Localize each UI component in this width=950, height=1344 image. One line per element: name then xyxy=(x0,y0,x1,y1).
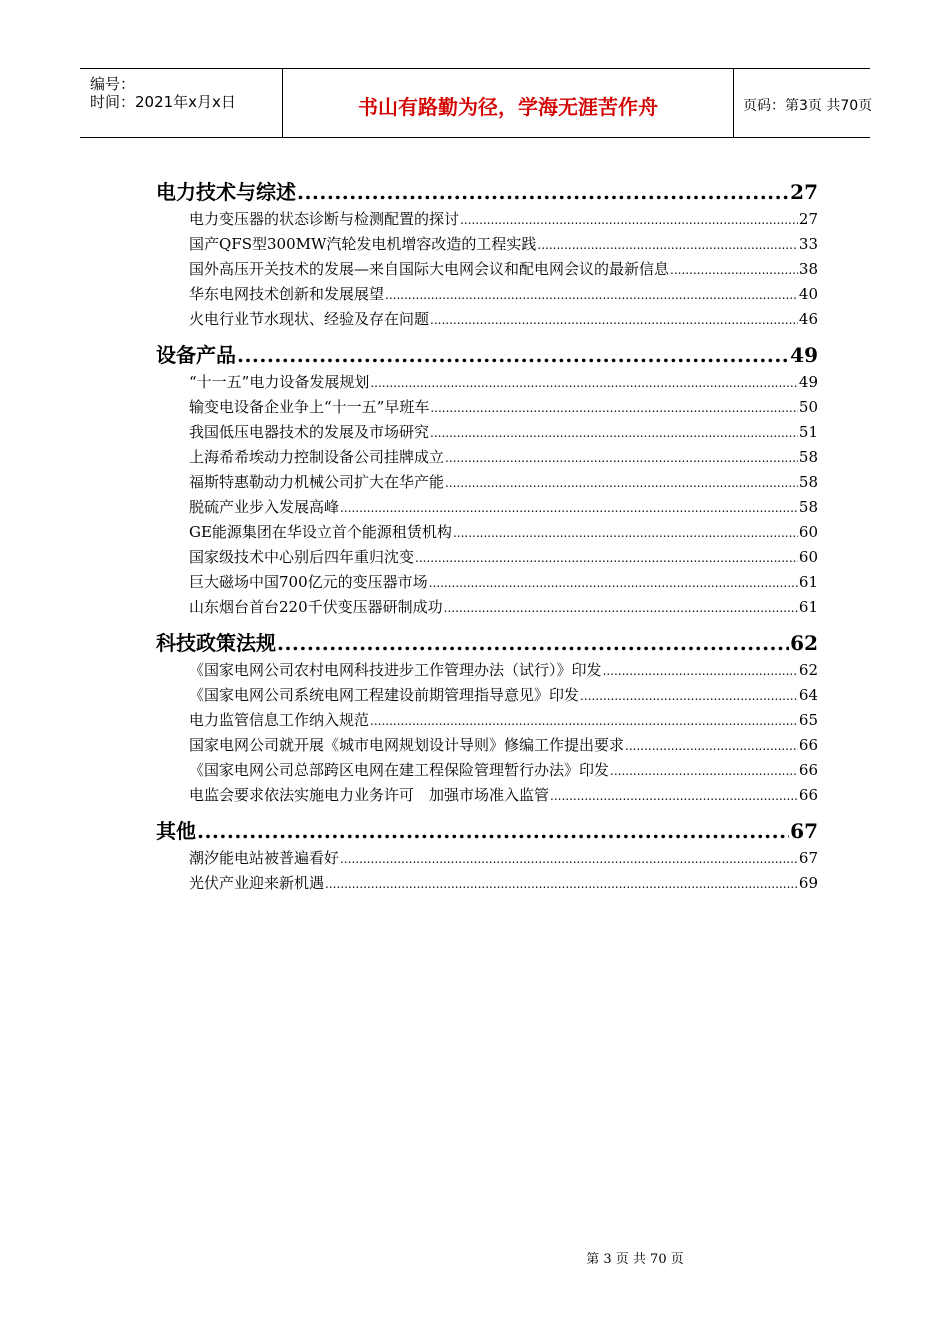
toc-item[interactable] xyxy=(156,371,818,396)
toc-item-page: 46 xyxy=(798,310,818,328)
toc-leader xyxy=(537,238,798,252)
toc-item-title: 国产QFS型300MW汽轮发电机增容改造的工程实践 xyxy=(189,235,537,253)
header-motto-cell xyxy=(282,69,734,137)
toc-item-title: 潮汐能电站被普遍看好 xyxy=(189,849,340,867)
toc-leader xyxy=(580,689,798,703)
toc-item-page: 61 xyxy=(798,573,818,591)
toc-leader xyxy=(237,343,789,367)
toc-leader xyxy=(430,313,798,327)
toc-item-title: 电监会要求依法实施电力业务许可 加强市场准入监管 xyxy=(189,786,550,804)
toc-leader xyxy=(453,526,798,540)
toc-item-page: 69 xyxy=(798,874,818,892)
toc-item[interactable] xyxy=(156,571,818,596)
number-label: 编号： xyxy=(90,75,136,93)
toc-item[interactable] xyxy=(156,596,818,621)
toc-item-title: 上海希希埃动力控制设备公司挂牌成立 xyxy=(189,448,445,466)
toc-item-page: 38 xyxy=(798,260,818,278)
toc-leader xyxy=(385,288,798,302)
toc-item-page: 58 xyxy=(798,473,818,491)
toc-item[interactable] xyxy=(156,734,818,759)
toc-leader xyxy=(370,376,798,390)
time-label: 时间：2021年x月x日 xyxy=(90,93,236,111)
toc-item-title: “十一五”电力设备发展规划 xyxy=(189,373,370,391)
toc-item[interactable] xyxy=(156,283,818,308)
toc-section-title: 设备产品 xyxy=(156,343,236,367)
toc-item-title: 《国家电网公司总部跨区电网在建工程保险管理暂行办法》印发 xyxy=(189,761,610,779)
toc-item-title: 电力变压器的状态诊断与检测配置的探讨 xyxy=(189,210,460,228)
toc-item-title: 脱硫产业步入发展高峰 xyxy=(189,498,340,516)
toc-item[interactable] xyxy=(156,872,818,897)
table-of-contents xyxy=(156,170,818,897)
toc-item-page: 51 xyxy=(798,423,818,441)
toc-item-title: 国外高压开关技术的发展—来自国际大电网会议和配电网会议的最新信息 xyxy=(189,260,670,278)
toc-item[interactable] xyxy=(156,471,818,496)
toc-item[interactable] xyxy=(156,208,818,233)
toc-item-title: GE能源集团在华设立首个能源租赁机构 xyxy=(189,523,452,541)
toc-item[interactable] xyxy=(156,759,818,784)
toc-item[interactable] xyxy=(156,684,818,709)
toc-leader xyxy=(415,551,798,565)
toc-section[interactable] xyxy=(156,176,818,204)
toc-item-title: 福斯特惠勒动力机械公司扩大在华产能 xyxy=(189,473,445,491)
toc-item-title: 《国家电网公司系统电网工程建设前期管理指导意见》印发 xyxy=(189,686,580,704)
motto: 书山有路勤为径，学海无涯苦作舟 xyxy=(358,95,658,119)
toc-leader xyxy=(603,664,798,678)
toc-item-title: 电力监管信息工作纳入规范 xyxy=(189,711,370,729)
toc-item-page: 50 xyxy=(798,398,818,416)
toc-item-title: 我国低压电器技术的发展及市场研究 xyxy=(189,423,430,441)
toc-leader xyxy=(429,576,798,590)
toc-item-page: 58 xyxy=(798,448,818,466)
toc-section-page: 49 xyxy=(790,343,818,367)
toc-item[interactable] xyxy=(156,258,818,283)
toc-leader xyxy=(550,789,798,803)
toc-section-title: 科技政策法规 xyxy=(156,631,276,655)
toc-leader xyxy=(277,631,789,655)
toc-section[interactable] xyxy=(156,627,818,655)
toc-item-title: 巨大磁场中国700亿元的变压器市场 xyxy=(189,573,428,591)
page-footer: 第 3 页 共 70 页 xyxy=(586,1252,684,1267)
toc-section[interactable] xyxy=(156,339,818,367)
toc-item-title: 输变电设备企业争上“十一五”早班车 xyxy=(189,398,430,416)
toc-item-page: 60 xyxy=(798,548,818,566)
toc-item-page: 62 xyxy=(798,661,818,679)
header-page-cell xyxy=(733,69,873,137)
toc-leader xyxy=(670,263,798,277)
toc-item-page: 58 xyxy=(798,498,818,516)
toc-section-page: 27 xyxy=(790,180,818,204)
toc-item-title: 国家级技术中心别后四年重归沈变 xyxy=(189,548,415,566)
toc-item-page: 66 xyxy=(798,736,818,754)
toc-leader xyxy=(297,180,789,204)
toc-section-page: 67 xyxy=(790,819,818,843)
toc-item[interactable] xyxy=(156,659,818,684)
toc-item[interactable] xyxy=(156,496,818,521)
toc-leader xyxy=(610,764,798,778)
toc-item[interactable] xyxy=(156,709,818,734)
toc-item[interactable] xyxy=(156,421,818,446)
toc-item-title: 光伏产业迎来新机遇 xyxy=(189,874,325,892)
toc-leader xyxy=(460,213,798,227)
toc-item-page: 40 xyxy=(798,285,818,303)
header-meta xyxy=(80,69,282,137)
toc-item[interactable] xyxy=(156,546,818,571)
toc-leader xyxy=(370,714,798,728)
toc-section[interactable] xyxy=(156,815,818,843)
toc-item-page: 65 xyxy=(798,711,818,729)
toc-item-page: 66 xyxy=(798,786,818,804)
toc-item[interactable] xyxy=(156,233,818,258)
toc-item[interactable] xyxy=(156,847,818,872)
toc-leader xyxy=(445,476,798,490)
toc-item-page: 33 xyxy=(798,235,818,253)
toc-item[interactable] xyxy=(156,308,818,333)
toc-section-title: 电力技术与综述 xyxy=(156,180,296,204)
toc-item[interactable] xyxy=(156,446,818,471)
toc-item-page: 66 xyxy=(798,761,818,779)
page-code: 页码：第3页 共70页 xyxy=(743,98,873,114)
toc-section-page: 62 xyxy=(790,631,818,655)
toc-item-title: 国家电网公司就开展《城市电网规划设计导则》修编工作提出要求 xyxy=(189,736,625,754)
toc-item-page: 67 xyxy=(798,849,818,867)
toc-item-page: 61 xyxy=(798,598,818,616)
toc-section-title: 其他 xyxy=(156,819,196,843)
toc-item[interactable] xyxy=(156,784,818,809)
toc-item-page: 60 xyxy=(798,523,818,541)
toc-leader xyxy=(445,451,798,465)
toc-item-page: 64 xyxy=(798,686,818,704)
toc-item-title: 华东电网技术创新和发展展望 xyxy=(189,285,385,303)
toc-leader xyxy=(430,426,798,440)
toc-leader xyxy=(340,501,798,515)
page-header xyxy=(80,68,873,138)
toc-leader xyxy=(340,852,798,866)
toc-item[interactable] xyxy=(156,521,818,546)
toc-item[interactable] xyxy=(156,396,818,421)
toc-item-title: 火电行业节水现状、经验及存在问题 xyxy=(189,310,430,328)
toc-item-title: 《国家电网公司农村电网科技进步工作管理办法（试行）》印发 xyxy=(189,661,602,679)
toc-leader xyxy=(444,601,798,615)
toc-leader xyxy=(197,819,789,843)
toc-item-title: 山东烟台首台220千伏变压器研制成功 xyxy=(189,598,443,616)
toc-leader xyxy=(325,877,798,891)
toc-item-page: 49 xyxy=(798,373,818,391)
toc-leader xyxy=(430,401,798,415)
toc-item-page: 27 xyxy=(798,210,818,228)
toc-leader xyxy=(625,739,798,753)
